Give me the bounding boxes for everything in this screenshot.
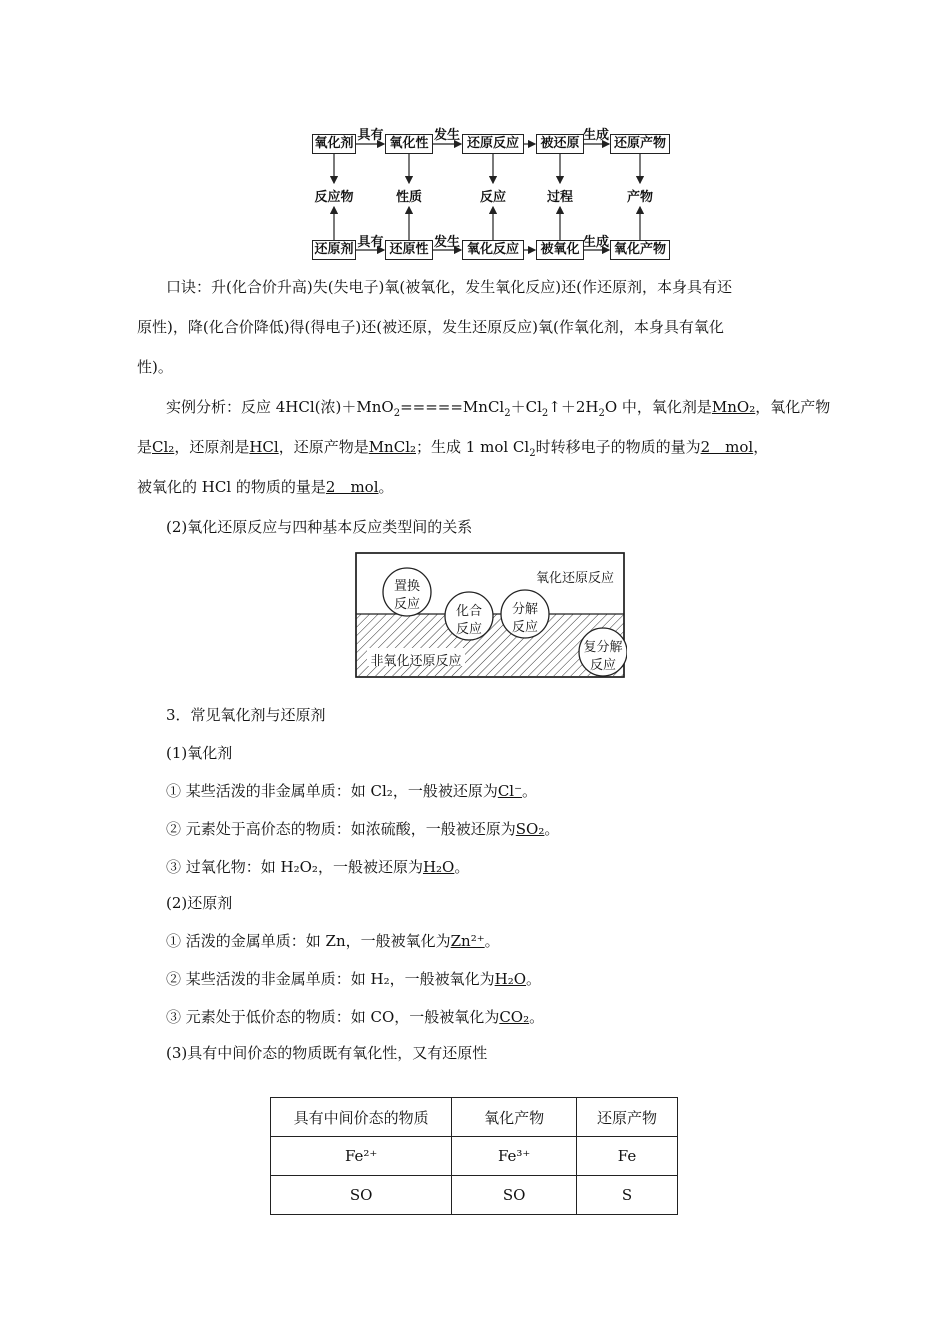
section-3-title: 3．常见氧化剂与还原剂: [166, 706, 326, 724]
flow-top-arrow-label-4: 生成: [582, 128, 609, 143]
venn-circle-decomposition-line1: 分解: [511, 602, 538, 617]
venn-circle-combination-line1: 化合: [455, 604, 482, 619]
oxidants-title: (1)氧化剂: [166, 744, 233, 762]
flow-top-arrow-label-2: 发生: [433, 128, 460, 143]
reductant-item-1: ① 活泼的金属单质：如 Zn，一般被氧化为Zn²⁺。: [166, 932, 500, 950]
table-row: [271, 1137, 678, 1176]
flow-bottom-box-1: 还原剂: [312, 240, 356, 260]
flow-top-box-3: 还原反应: [462, 134, 524, 154]
reductant-item-2: ② 某些活泼的非金属单质：如 H₂，一般被氧化为H₂O。: [166, 970, 542, 988]
reductant-item-3: ③ 元素处于低价态的物质：如 CO，一般被氧化为CO₂。: [166, 1008, 545, 1026]
table-header-row: [271, 1098, 678, 1137]
flow-top-arrow-label-1: 具有: [357, 128, 384, 143]
venn-label-non-redox: 非氧化还原反应: [370, 654, 462, 669]
table-cell: Fe³⁺: [452, 1137, 577, 1176]
mnemonic-line-3: 性)。: [137, 358, 173, 376]
oxidant-answer-3: H₂O: [422, 858, 455, 876]
oxidant-answer-2: SO₂: [515, 820, 545, 838]
table-cell: Fe²⁺: [271, 1137, 452, 1176]
reductant-answer-1: Zn²⁺: [450, 932, 485, 950]
flow-top-box-2: 氧化性: [385, 134, 433, 154]
answer-reduction-product: MnCl₂: [368, 438, 417, 456]
flow-arrows: [0, 0, 950, 280]
flow-bottom-box-2: 还原性: [385, 240, 433, 260]
table-header: 具有中间价态的物质: [271, 1098, 452, 1137]
example-line-1: 实例分析：反应 4HCl(浓)$+MnO_2=====MnCl_2+Cl_2↑+2H_2O$ 中，氧化剂是MnO₂，氧化产物: [166, 398, 831, 419]
flow-middle-label-2: 性质: [395, 190, 422, 205]
table-row: [271, 1176, 678, 1215]
venn-circle-displacement-line2: 反应: [393, 597, 420, 612]
venn-circle-displacement-line1: 置换: [393, 579, 420, 594]
table-cell: Fe: [577, 1137, 678, 1176]
oxidant-item-2: ② 元素处于高价态的物质：如浓硫酸，一般被还原为SO₂。: [166, 820, 560, 838]
flow-middle-label-4: 过程: [546, 190, 573, 205]
reductants-title: (2)还原剂: [166, 894, 233, 912]
flow-top-box-5: 还原产物: [610, 134, 670, 154]
flow-bottom-arrow-label-1: 具有: [357, 235, 384, 250]
flow-bottom-arrow-label-4: 生成: [582, 235, 609, 250]
venn-circle-decomposition-line2: 反应: [511, 620, 538, 635]
flow-top-box-1: 氧化剂: [312, 134, 356, 154]
section-2-title: (2)氧化还原反应与四种基本反应类型间的关系: [166, 518, 473, 536]
table-cell: S: [577, 1176, 678, 1215]
reductant-answer-3: CO₂: [499, 1008, 530, 1026]
mnemonic-line-1: 口诀：升(化合价升高)失(失电子)氧(被氧化，发生氧化反应)还(作还原剂，本身具有还: [166, 278, 732, 296]
flow-bottom-box-4: 被氧化: [536, 240, 584, 260]
flow-middle-label-5: 产物: [626, 190, 653, 205]
oxidant-item-3: ③ 过氧化物：如 H₂O₂，一般被还原为H₂O。: [166, 858, 470, 876]
venn-circle-double-displacement-line2: 反应: [589, 658, 616, 673]
valence-table: [270, 1097, 678, 1215]
flow-bottom-box-3: 氧化反应: [462, 240, 524, 260]
mnemonic-line-2: 原性)，降(化合价降低)得(得电子)还(被还原，发生还原反应)氧(作氧化剂，本身具有氧化: [137, 318, 724, 336]
venn-label-redox: 氧化还原反应: [535, 571, 614, 586]
example-line-2: 是Cl₂，还原剂是HCl，还原产物是MnCl₂；生成 1 mol $Cl_2$时转移电子的物质的量为2 mol，: [137, 438, 769, 459]
answer-oxidant: MnO₂: [711, 398, 756, 416]
oxidant-item-1: ① 某些活泼的非金属单质：如 Cl₂，一般被还原为Cl⁻。: [166, 782, 538, 800]
table-header: 还原产物: [577, 1098, 678, 1137]
reductant-answer-2: H₂O: [494, 970, 527, 988]
flow-middle-label-3: 反应: [479, 190, 506, 205]
oxidant-answer-1: Cl⁻: [497, 782, 523, 800]
table-cell: SO: [271, 1176, 452, 1215]
answer-electrons: 2 mol: [700, 438, 754, 456]
flow-bottom-box-5: 氧化产物: [610, 240, 670, 260]
section-3c-title: (3)具有中间价态的物质既有氧化性，又有还原性: [166, 1044, 488, 1062]
flow-top-box-4: 被还原: [536, 134, 584, 154]
example-line-3: 被氧化的 HCl 的物质的量是2 mol。: [137, 478, 394, 496]
answer-reductant: HCl: [249, 438, 279, 456]
answer-hcl-amount: 2 mol: [325, 478, 379, 496]
answer-oxidation-product: Cl₂: [152, 438, 175, 456]
flow-middle-label-1: 反应物: [314, 190, 354, 205]
table-cell: SO: [452, 1176, 577, 1215]
flow-bottom-arrow-label-2: 发生: [433, 235, 460, 250]
table-header: 氧化产物: [452, 1098, 577, 1137]
venn-circle-combination-line2: 反应: [455, 622, 482, 637]
venn-circle-double-displacement-line1: 复分解: [583, 640, 623, 655]
